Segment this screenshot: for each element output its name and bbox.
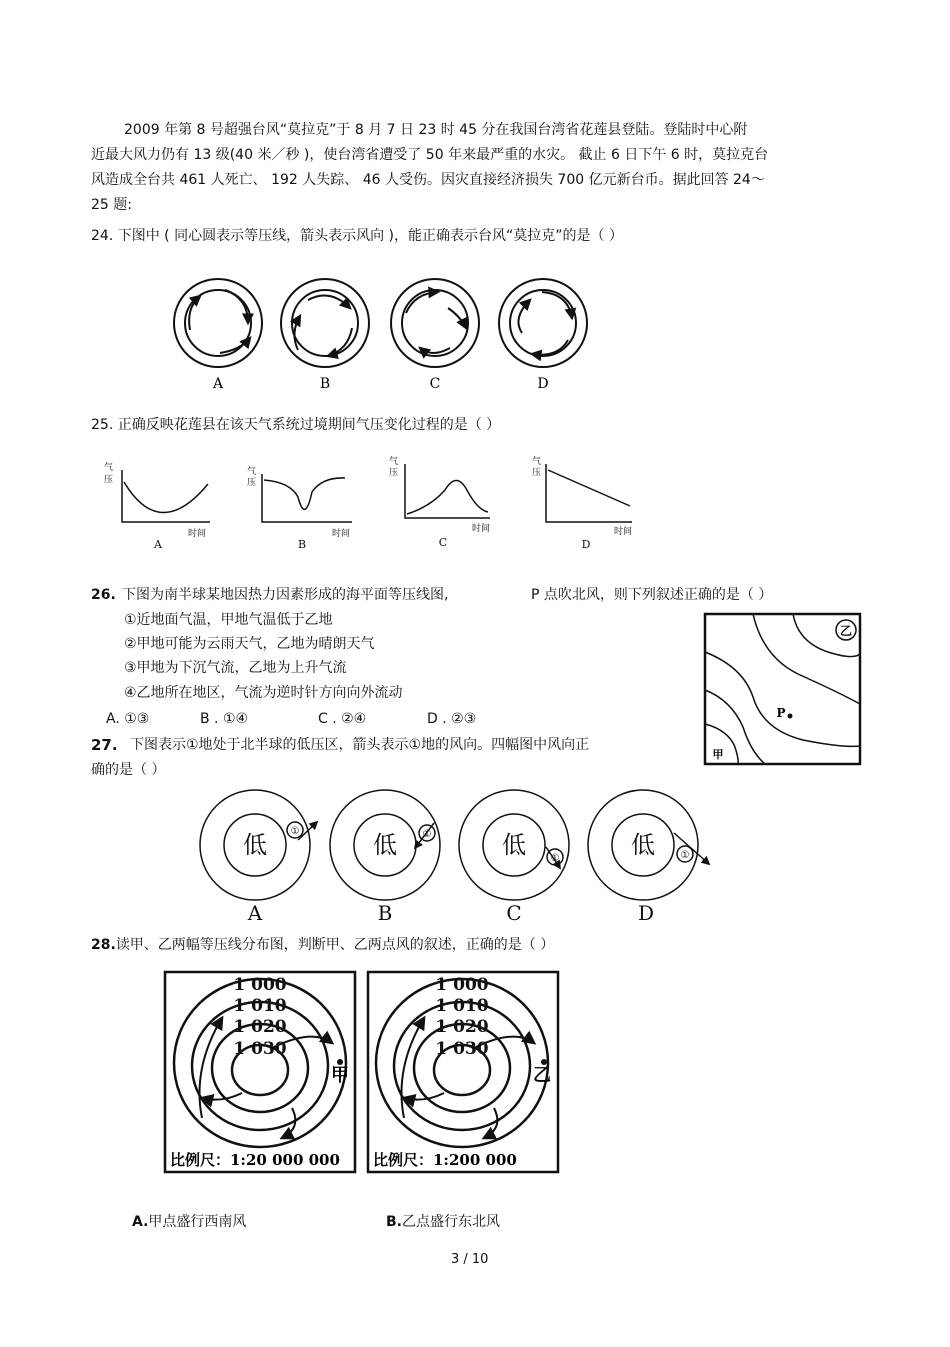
q25-xlabel-b: 时间 [332, 529, 351, 539]
q24-label-d: D [537, 376, 549, 392]
q26-stem-2: P 点吹北风，则下列叙述正确的是（ ） [531, 587, 773, 603]
q28-stem: 读甲、乙两幅等压线分布图，判断甲、乙两点风的叙述，正确的是（ ） [115, 937, 555, 953]
intro-line-3: 风造成全台共 461 人死亡、 192 人失踪、 46 人受伤。因灾直接经济损失 700 亿元新台币。据此回答 24～ [91, 172, 765, 188]
q27-stem-2: 确的是（ ） [91, 762, 166, 778]
q27-label-c: C [506, 901, 522, 925]
q26-item-2: ②甲地可能为云雨天气，乙地为晴朗天气 [124, 636, 375, 652]
q26-number: 26. [91, 587, 116, 603]
q26-option-c: C . ②④ [318, 711, 367, 727]
q27-center-b: 低 [373, 831, 397, 859]
q27-number: 27. [91, 736, 118, 754]
q26-item-1: ①近地面气温，甲地气温低于乙地 [124, 612, 333, 628]
q24-figure [170, 278, 610, 393]
q26-map-yi: 乙 [839, 624, 853, 638]
q24-diagram-d [499, 279, 587, 367]
q27-point-b: ① [422, 829, 432, 840]
intro-line-4: 25 题: [91, 197, 132, 213]
q27-label-d: D [637, 901, 655, 925]
q28-left-isobar-1020: 1 020 [233, 1017, 287, 1037]
q27-point-c: ① [550, 853, 560, 864]
q25-ylabel-bottom-a: 压 [104, 475, 114, 485]
q25-graphs [100, 452, 660, 552]
q26-option-a: A. ①③ [106, 711, 150, 727]
q25-curve-a [124, 482, 208, 513]
q28-right-isobar-1000: 1 000 [435, 975, 489, 995]
intro-line-2: 近最大风力仍有 13 级(40 米／秒 )，使台湾省遭受了 50 年来最严重的水灾。 截止 6 日下午 6 时，莫拉克台 [91, 147, 769, 163]
intro-line-1: 2009 年第 8 号超强台风“莫拉克”于 8 月 7 日 23 时 45 分在我国台湾省花莲县登陆。登陆时中心附 [124, 122, 748, 138]
q28-right-isobar-1030: 1 030 [435, 1039, 489, 1059]
q25-ylabel-bottom-b: 压 [247, 478, 257, 488]
q25-curve-d [548, 470, 630, 506]
q28-left-isobar-1030: 1 030 [233, 1039, 287, 1059]
q25-ylabel-top-a: 气 [104, 463, 114, 473]
q27-point-a: ① [290, 826, 300, 837]
q26-stem: 下图为南半球某地因热力因素形成的海平面等压线图, [122, 587, 449, 603]
q27-figure [198, 796, 718, 926]
q25-ylabel-bottom-c: 压 [389, 468, 399, 478]
q28-right-isobar-1010: 1 010 [435, 996, 489, 1016]
q28-right-scale: 比例尺：1:200 000 [373, 1151, 517, 1169]
q26-option-d: D . ②③ [427, 711, 477, 727]
q28-number: 28. [91, 937, 116, 953]
q28-option-b-key: B. [386, 1214, 402, 1230]
q25-curve-c [407, 480, 488, 514]
q27-center-d: 低 [631, 831, 655, 859]
q25-label-c: C [438, 536, 448, 549]
q24-label-b: B [319, 376, 331, 392]
q26-map-p: P [776, 706, 786, 720]
q25-label-d: D [581, 538, 591, 551]
q28-right-isobar-1020: 1 020 [435, 1017, 489, 1037]
q27-point-d: ① [680, 850, 690, 861]
q26-option-b: B . ①④ [200, 711, 249, 727]
q25-ylabel-top-c: 气 [389, 457, 399, 467]
q25-label-a: A [154, 538, 162, 551]
q25-xlabel-a: 时间 [188, 529, 207, 539]
q27-center-a: 低 [243, 831, 267, 859]
q25-xlabel-c: 时间 [472, 524, 491, 534]
q28-option-a-text: 甲点盛行西南风 [148, 1214, 247, 1230]
q27-stem: 下图表示①地处于北半球的低压区，箭头表示①地的风向。四幅图中风向正 [130, 737, 590, 753]
q26-item-3: ③甲地为下沉气流，乙地为上升气流 [124, 660, 347, 676]
q24-diagram-a [174, 279, 262, 367]
q28-left-scale: 比例尺：1:20 000 000 [170, 1151, 340, 1169]
q24-stem: 24. 下图中 ( 同心圆表示等压线，箭头表示风向 )，能正确表示台风“莫拉克”的是（ ） [91, 228, 623, 244]
q24-diagram-c [391, 279, 479, 367]
q27-label-b: B [377, 901, 393, 925]
page-number: 3 / 10 [451, 1252, 489, 1267]
q25-label-b: B [297, 538, 307, 551]
q28-right-point: 乙 [533, 1065, 551, 1086]
q25-ylabel-bottom-d: 压 [532, 468, 542, 478]
q26-item-4: ④乙地所在地区，气流为逆时针方向向外流动 [124, 685, 403, 701]
q26-map-jia: 甲 [712, 748, 724, 761]
q26-isobar-map [703, 612, 863, 768]
q28-option-a-key: A. [132, 1214, 149, 1230]
q25-xlabel-d: 时间 [614, 527, 633, 537]
q28-left-point: 甲 [331, 1065, 349, 1086]
q28-left-isobar-1000: 1 000 [233, 975, 287, 995]
q27-label-a: A [247, 901, 263, 925]
q24-label-a: A [212, 376, 224, 392]
q25-ylabel-top-b: 气 [247, 467, 257, 477]
q28-figure [162, 968, 562, 1178]
q28-option-b-text: 乙点盛行东北风 [402, 1214, 500, 1230]
q24-label-c: C [429, 376, 441, 392]
q24-diagram-b [281, 279, 369, 367]
q27-center-c: 低 [502, 831, 526, 859]
q25-ylabel-top-d: 气 [532, 457, 542, 467]
q28-left-isobar-1010: 1 010 [233, 996, 287, 1016]
q25-curve-b [264, 478, 345, 509]
q25-stem: 25. 正确反映花莲县在该天气系统过境期间气压变化过程的是（ ） [91, 417, 501, 433]
